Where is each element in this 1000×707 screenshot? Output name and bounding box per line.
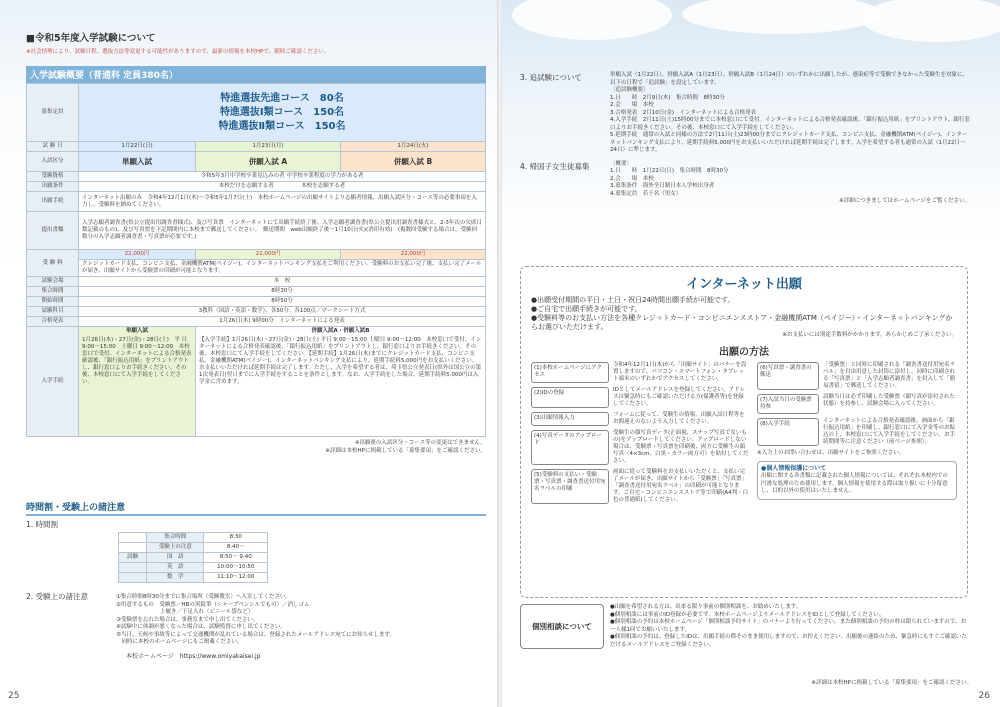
row-value: 入学志願者調査書(県公立提出用調査書様式)、及び写真票 インターネットにて出願手続終了後、入学志願者調査書(県公立提出用調査書様式と、2-3年次の欠席日数記載のもの)、及び写真票を下記期間内に本校まで郵送してください。 郵送期間 web出願終了後〜1月10日(火)(消印有効) (複数回受験する場合は、受験回数分の入学志願者調査書・写真票が必要です。) [79, 212, 486, 250]
tsuishi-line: 単願入試（1月22日）、併願入試A（1月23日）、併願入試B（1月24日）のいずれかに出願したが、感染症等で受験できなかった受験生を対象に、以下の日程で「追試験」を設定しています。 [610, 72, 969, 86]
step-label: (4)写真データのアップロード [531, 430, 609, 465]
kikoku-body [610, 161, 970, 206]
overview-title: 入学試験概要（普通科 定員380名） [26, 66, 486, 83]
footer-note: ※詳細は本校HPに掲載している「募集要項」をご確認ください。 [811, 680, 972, 686]
kubun-1: 単願入試 [79, 152, 196, 172]
net-bullet: ●ご自宅で出願手続きが可能です。 [531, 305, 642, 313]
row-value: 本 校 [79, 277, 486, 287]
row-label: 開始時間 [27, 297, 79, 307]
tsuishi-line: 〔追試験概要〕 [610, 87, 649, 93]
page-number-left: 25 [8, 691, 20, 701]
tsuishi-line: 1.日 時 2月9日(木) 集合時間 8時30分 [610, 94, 726, 101]
row-label: 受 験 料 [27, 250, 79, 277]
tsuishi-title: 3. 追試験について [520, 73, 582, 82]
net-bullets [531, 296, 957, 340]
row-value: 本校だけを志願する者 本校を志願する者 [79, 182, 486, 192]
row-value: クレジットカード支払、コンビニ支払、金融機関ATM(ペイジー)、インターネットバンキング支払をご利用ください。受験料のお支払い完了後、支払い完了メールが届き、出願サイトから受験票の印刷が可能となります。 [79, 260, 486, 277]
chui-list [116, 594, 486, 661]
steps-note: ※入力上のお問い合わせは、出願サイトをご参照ください。 [757, 449, 905, 456]
course-2: 特進選抜Ⅰ類コース 150名 [219, 106, 345, 118]
chui-item: ④試験中に体調が悪くなった場合は、試験監督に申し出てください。 [116, 624, 286, 630]
nyugaku-hei-title: 併願入試A・併願入試B [311, 328, 370, 334]
tsuishi-line: 5.延期手続 通常の入試と同様の方法で2月11日(土)23時00分までにクレジットカード支払、コンビニ支払、金融機関ATM(ペイジー)、インターネットバンキング支払により、延期手続料5,000円をお支払いいただければ延期手続は完了します。入学を希望する者も通常の入試（1月22日〜24日）に準じます。 [610, 132, 968, 153]
row-label: 受験資格 [27, 172, 79, 182]
privacy-text: 出願に関する各書類に記載された個人情報については、それぞれ本校内での円滑な処理のため使用します。個人情報を使用する際は取り扱いに十分留意し、目的以外の使用はいたしません。 [761, 473, 948, 494]
nyugaku-tan-title: 単願入試 [125, 328, 148, 334]
step-text: インターネットによる合格発表確認後、画面から「銀行振込用紙」を印刷し、銀行窓口にて入学金等のお振込の上、本校窓口にて入学手続をしてください。お手続期間等に注意ください（前ページ参照）。 [823, 417, 956, 445]
kobetsu-item: ●出願を希望される方は、出来る限り事前の個別相談を、お勧めいたします。 [610, 604, 802, 610]
steps-area [531, 362, 957, 504]
timetable-row: 数 学 11:10〜12:00 [119, 573, 268, 583]
step-label: (2)IDの登録 [531, 387, 609, 408]
row-value: 1月26日(木) 9時00分 インターネットによる発表 [79, 317, 486, 327]
course-list [79, 84, 486, 142]
kikoku-line: 2.会 場 本校 [610, 175, 654, 182]
step-item [531, 412, 749, 426]
row-label: 合格発表 [27, 317, 79, 327]
kobetsu-label: 個別相談について [520, 604, 604, 649]
kikoku-section [520, 161, 970, 206]
step-item [757, 362, 957, 390]
net-bullet: ●出願受付期間の平日・土日・祝日24時間出願手続が可能です。 [531, 296, 735, 304]
fee-1: 22,000円 [79, 250, 196, 260]
right-page [502, 0, 1000, 707]
chui-item: 同時に本校のホームページにもご掲載ください。 [116, 639, 243, 645]
kobetsu-item: ●個別相談の予約は、登録したIDは、出願手続の際そのまま使用しますので、お控えください。出願後の連絡のため、緊急時にもすぐご確認いただけるメールアドレスをご登録ください。 [610, 634, 967, 648]
kikoku-line: 〔概要〕 [610, 160, 633, 167]
step-label: (3)出願情報入力 [531, 412, 609, 426]
left-page [0, 0, 498, 707]
kikoku-line: 1.日 時 1月22日(日) 集合時間 8時30分 [610, 168, 729, 174]
jikan-title: 時間割・受験上の諸注意 [26, 500, 486, 516]
steps-left [531, 362, 749, 504]
row-label: 出願条件 [27, 182, 79, 192]
course-1: 特進選抜先進コース 80名 [220, 92, 344, 104]
foot-note-2: ※詳細は本校HPに掲載している「募集要項」をご確認ください。 [325, 447, 486, 454]
page-number-right: 26 [978, 691, 990, 701]
step-text: 「受験票」と同時に印刷される「調査書送付用宛名ラベル」を自由用意した封筒に添付し、同時に印刷される「写真票」と「入学志願者調査書」を封入して「簡易書留」で郵送してください。 [823, 361, 956, 389]
timetable-row: 試験 国 語 8:50〜 9:40 [119, 553, 268, 563]
exam-date-label: 試 験 日 [27, 142, 79, 152]
kobetsu-item: ●個別相談には事前のID登録が必要です。本校ホームページよりメールアドレスをIDとして登録してください。 [610, 611, 885, 618]
step-label: (6)写真票・調査書の郵送 [757, 362, 819, 390]
overview-table [26, 83, 486, 437]
step-text: 画面に従って受験料をお支払いいただくと、支払い完了メールが届き、出願サイトから「受験票」「写真票」「調査書送付用宛名ラベル」の印刷が可能となります。ご自宅・コンビニエンスストア等で印刷(A4判・白色の普通紙)してください。 [613, 468, 749, 503]
step-item [757, 418, 957, 446]
privacy-title: ●個人情報保護について [761, 465, 827, 472]
cloud-decoration [862, 0, 1000, 42]
row-value: 令和5年3月中学校卒業見込みの者 中学校卒業程度の学力がある者 [79, 172, 486, 182]
row-value: インターネット出願のみ 令和4年12月1日(木)〜令和5年1月7日(土) 本校ホームページの出願サイトより志願者情報、出願入試区分・コース等の必要事項を入力し、受験料を納めてください。 [79, 192, 486, 212]
nyugaku-hei-text: 【入学手続】1月26日(木)・27日(金)・28日(土) 平日 9:00〜15:00 土曜日 9:00〜12:00 本校窓口で受付。インターネットによる合格発表確認後、「銀行振込用紙」をプリントアウトし、銀行窓口よりお手続きください。その後、本校窓口にて入学手続をしてください。【延期手続】1月26日(木)までにクレジットカード支払、コンビニ支払、金融機関ATM(ペイジー)、インターネットバンキング支払により、延期手続料5,000円をお支払いください。お支払いいただければ延期手続は完了します。ただし、入学を希望する者は、埼玉県公立発表日(県外は国公立の第1次発表日)翌日までに入学手続をすることを条件とします。なお、入学手続をした場合、延期手続料5,000円は入学金に含めます。 [198, 337, 482, 385]
chui-item: ③受験票を忘れた場合は、事務室まで申し出てください。 [116, 616, 259, 623]
net-application-box [520, 266, 968, 598]
kikoku-title: 4. 帰国子女生徒募集 [520, 161, 590, 171]
nyugaku-tan [79, 327, 196, 437]
row-value: 3教科（国語・英語・数学）、各50分、各100点／マークシート方式 [79, 307, 486, 317]
step-text: 受験生の顔写真データ(正面視、スナップ写真でないもの)をアップロードしてください。アップロードしない場合は、受験票・写真票を印刷後、両方に受験生の顔写真（4×3cm、白黒・カラー両方可）を貼付してください。 [613, 429, 749, 464]
privacy-box [757, 461, 957, 500]
step-item [757, 394, 957, 414]
hp-link[interactable]: 本校ホームページ https://www.omiyakaisei.jp [126, 652, 261, 660]
foot-note-1: ※出願後の入試区分・コース等の変更はできません。 [354, 440, 486, 446]
tsuishi-section [520, 72, 970, 155]
step-text: 試験当日は必ず印刷した受験票（顔写真が添付された状態）を持参し、試験会場に入ってください。 [823, 393, 956, 407]
tsuishi-body [610, 72, 970, 155]
step-text: IDとしてメールアドレスを登録してください。アドレスは緊急時にもご確認いただける方(保護者等)を登録してください。 [613, 386, 746, 407]
fee-3: 22,000円 [341, 250, 486, 260]
step-label: (8)入学手続 [757, 418, 819, 446]
timetable-row: 英 語 10:00〜10:50 [119, 563, 268, 573]
chui-item: ⑤当日、天候や事故等によって交通機関が乱れている場合は、登録されたメールアドレス宛てにお知らせします。 [116, 631, 396, 638]
jikan-sub: 1. 時間割 [26, 520, 59, 529]
row-label: 試験科目 [27, 307, 79, 317]
step-text: 令和4年12月1日(木)から「出願サイト」のバナーを設置しますので、パソコン・スマートフォン・タブレット端末のいずれかでアクセスしてください。 [613, 361, 747, 382]
row-label: 提出書類 [27, 212, 79, 250]
fee-2: 22,000円 [195, 250, 340, 260]
net-bullet: ●受験料等のお支払い方法を各種クレジットカード・コンビニエンスストア・金融機関ATM（ペイジー）・インターネットバンキングからお選びいただけます。 [531, 314, 953, 331]
row-value: 8時30分 [79, 287, 486, 297]
step-item [531, 430, 749, 465]
timetable [118, 532, 268, 583]
kikoku-note: ※詳細につきましてはホームページをご覧ください。 [839, 198, 970, 204]
method-title: 出願の方法 [719, 346, 769, 358]
tsuishi-line: 2.会 場 本校 [610, 102, 654, 108]
exam-date-1: 1月22日(日) [79, 142, 196, 152]
exam-date-2: 1月23日(月) [195, 142, 340, 152]
timetable-row: 集合時間 8:30 [119, 533, 268, 543]
row-label: 集合時間 [27, 287, 79, 297]
row-label: 試験会場 [27, 277, 79, 287]
timetable-row: 受験上の注意 8:40〜 [119, 543, 268, 553]
exam-date-3: 1月24日(火) [341, 142, 486, 152]
net-note: ※お支払いには別途手数料がかかります。あらかじめご了承ください。 [782, 332, 957, 338]
recruit-label: 募集定員 [27, 84, 79, 142]
nyugaku-tan-text: 1月26日(木)・27日(金)・28日(土) 平 日 9:00〜15:00 土曜日 9:00〜12:00 本校窓口で受付。インターネットによる合格発表確認後、「銀行振込用紙」をプリントアウトし、銀行窓口よりお手続きください。その後、本校窓口にて入学手続をしてください。 [82, 337, 192, 385]
step-text: フォームに従って、受験生の情報、出願入試日程等をお間違えのないよう入力してください。 [613, 411, 745, 425]
kobetsu-section [520, 604, 970, 649]
kubun-3: 併願入試 B [341, 152, 486, 172]
kobetsu-item: ●個別相談の予約は本校ホームページ「個別相談予約サイト」のバナーより行ってください。また個別相談の予約の枠は限られていますので、お一人様1回でお願いいたします。 [610, 619, 967, 633]
chui-sub: 2. 受験上の諸注意 [26, 592, 89, 601]
step-label: (7)入試当日の受験票持参 [757, 394, 819, 414]
row-label: 出願手続 [27, 192, 79, 212]
kobetsu-list [610, 604, 970, 649]
row-value: 8時50分 [79, 297, 486, 307]
kikoku-line: 4.募集定員 若干名（男女） [610, 190, 682, 197]
tsuishi-line: 4.入学手続 2月11日(土)15時00分までに本校窓口にて受付。インターネットによる合格発表確認後、「銀行振込用紙」をプリントアウト、銀行窓口よりお手続きください。その後、本校窓口にて入学手続をしてください。 [610, 117, 970, 131]
chui-item: 上履き／下足入れ（ビニール袋など） [116, 609, 254, 615]
kikoku-line: 3.募集条件 海外全日制日本人学校出身者 [610, 183, 715, 189]
step-label: (5)受験料の支払い・受験票・写真票・調査書送付用宛名ラベルの印刷 [531, 469, 609, 504]
step-item [531, 387, 749, 408]
course-3: 特進選抜Ⅱ類コース 150名 [218, 120, 346, 132]
page-heading: ■令和5年度入学試験について [26, 33, 156, 44]
nyugaku-label: 入学手続 [27, 327, 79, 437]
notice-text: ※社会情勢により、試験日程、選抜方法等変更する可能性がありますので、最新の情報を本校HPで、随時ご確認ください。 [26, 49, 330, 55]
net-title: インターネット出願 [686, 277, 802, 292]
step-label: (1)本校ホームページにアクセス [531, 362, 609, 383]
cloud-decoration [682, 0, 882, 34]
nyugaku-hei [195, 327, 485, 437]
chui-item: ②用意するもの 受験票／HBの黒鉛筆（シャープペンシルでも可）／消しゴム [116, 601, 310, 608]
step-item [531, 469, 749, 504]
chui-item: ①集合時間8時30分までに集合場所（受験教室）へ入室してください。 [116, 594, 291, 600]
cloud-decoration [512, 0, 672, 40]
tsuishi-line: 3.合格発表 2月10日(金) インターネットによる合格発表 [610, 109, 757, 116]
kubun-2: 併願入試 A [195, 152, 340, 172]
kubun-label: 入試区分 [27, 152, 79, 172]
steps-right [757, 362, 957, 504]
step-item [531, 362, 749, 383]
